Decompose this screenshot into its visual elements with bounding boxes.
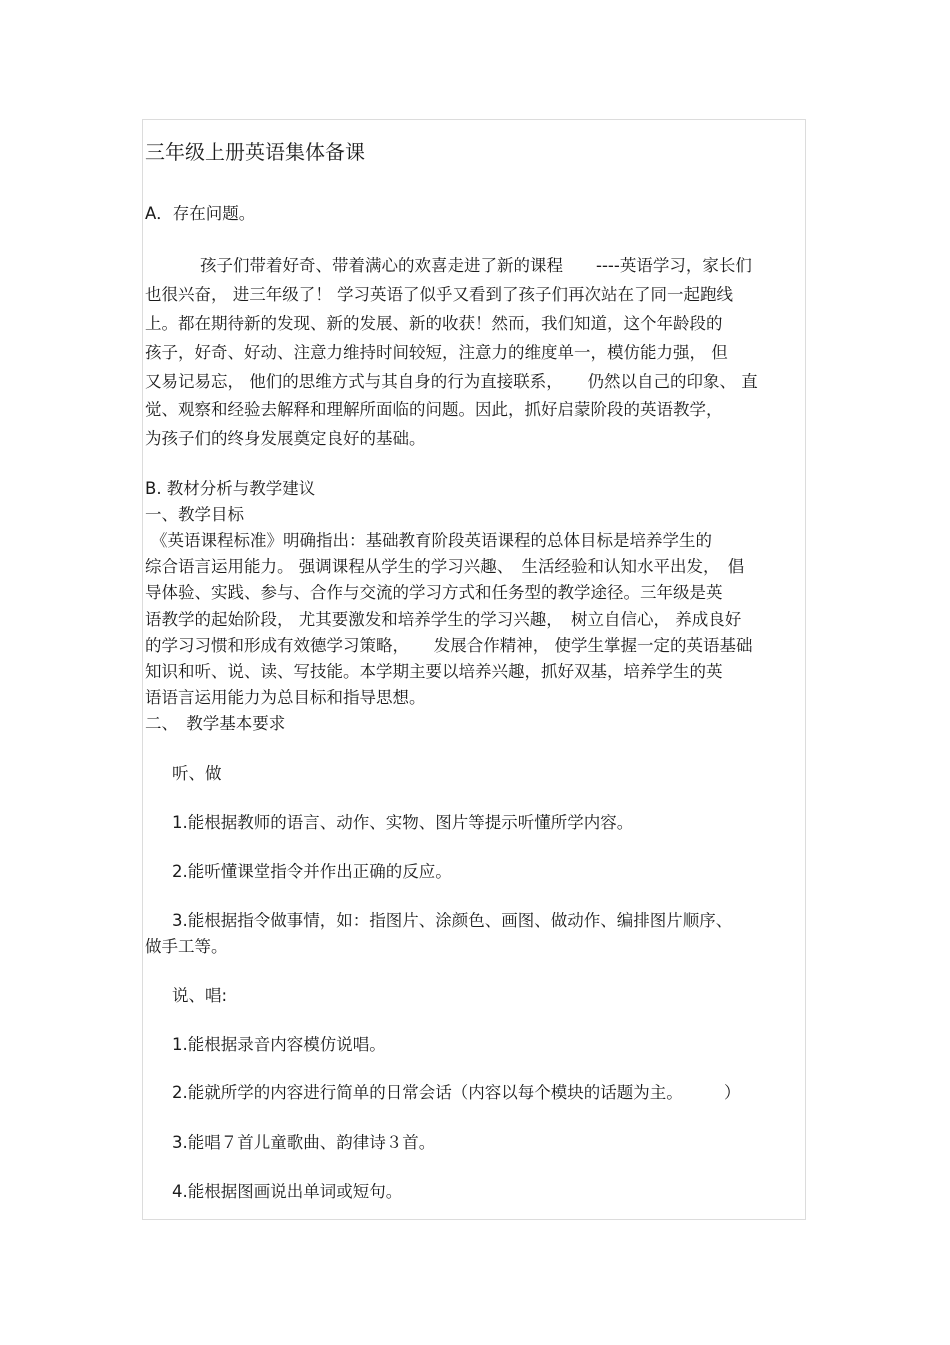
paragraph-line: 语教学的起始阶段， 尤其要激发和培养学生的学习兴趣， 树立自信心， 养成良好: [145, 610, 742, 629]
paragraph-line: 孩子们带着好奇、带着满心的欢喜走进了新的课程 ----英语学习，家长们: [200, 256, 752, 275]
subheading-goals: 一、教学目标: [145, 505, 244, 524]
list-item-continuation: 做手工等。: [145, 937, 228, 956]
list-item: 3.能唱７首儿童歌曲、韵律诗３首。: [172, 1133, 436, 1152]
page-title: 三年级上册英语集体备课: [145, 140, 365, 164]
paragraph-line: 上。都在期待新的发现、新的发展、新的收获！然而，我们知道，这个年龄段的: [145, 314, 723, 333]
paragraph-line: 综合语言运用能力。 强调课程从学生的学习兴趣、 生活经验和认知水平出发， 倡: [145, 557, 745, 576]
list-item: 4.能根据图画说出单词或短句。: [172, 1182, 403, 1201]
subheading-requirements: 二、 教学基本要求: [145, 714, 286, 733]
paragraph-line: 孩子，好奇、好动、注意力维持时间较短，注意力的维度单一，模仿能力强， 但: [145, 343, 728, 362]
paragraph-line: 语语言运用能力为总目标和指导思想。: [145, 688, 426, 707]
paragraph-line: 为孩子们的终身发展奠定良好的基础。: [145, 429, 426, 448]
paragraph-line: 《英语课程标准》明确指出：基础教育阶段英语课程的总体目标是培养学生的: [151, 531, 712, 550]
paragraph-line: 又易记易忘， 他们的思维方式与其自身的行为直接联系， 仍然以自己的印象、 直: [145, 372, 758, 391]
paragraph-line: 知识和听、说、读、写技能。本学期主要以培养兴趣，抓好双基，培养学生的英: [145, 662, 723, 681]
paragraph-line: 也很兴奋， 进三年级了！ 学习英语了似乎又看到了孩子们再次站在了同一起跑线: [145, 285, 733, 304]
list-item: 2.能就所学的内容进行简单的日常会话（内容以每个模块的话题为主。 ）: [172, 1083, 741, 1102]
section-a-heading: A．存在问题。: [145, 204, 256, 223]
list-item: 1.能根据录音内容模仿说唱。: [172, 1035, 386, 1054]
paragraph-line: 导体验、实践、参与、合作与交流的学习方式和任务型的教学途径。三年级是英: [145, 583, 723, 602]
list-item: 1.能根据教师的语言、动作、实物、图片等提示听懂所学内容。: [172, 813, 634, 832]
speak-heading: 说、唱:: [172, 986, 228, 1005]
paragraph-line: 的学习习惯和形成有效德学习策略， 发展合作精神， 使学生掌握一定的英语基础: [145, 636, 753, 655]
paragraph-line: 觉、观察和经验去解释和理解所面临的问题。因此，抓好启蒙阶段的英语教学，: [145, 400, 723, 419]
list-item: 3.能根据指令做事情，如：指图片、涂颜色、画图、做动作、编排图片顺序、: [172, 911, 733, 930]
section-b-heading: B. 教材分析与教学建议: [145, 479, 316, 498]
list-item: 2.能听懂课堂指令并作出正确的反应。: [172, 862, 452, 881]
listen-heading: 听、做: [172, 764, 222, 783]
